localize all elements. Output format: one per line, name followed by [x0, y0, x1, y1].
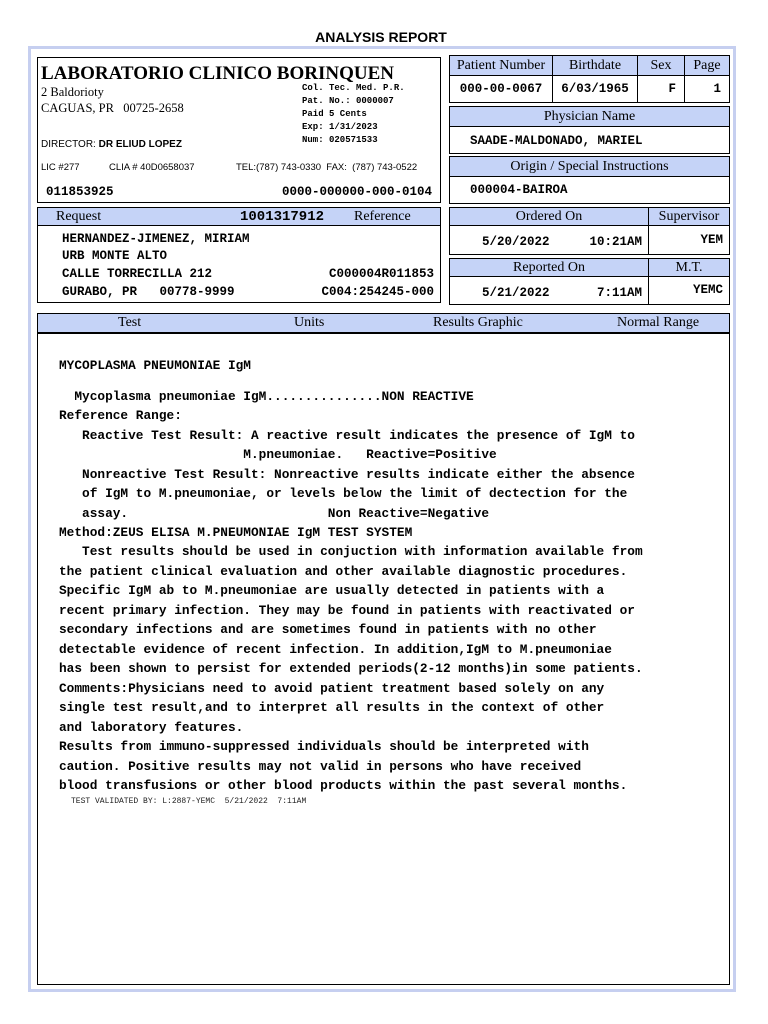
- physician-header: Physician Name: [450, 107, 729, 127]
- result-line: single test result,and to interpret all results in the context of other: [59, 700, 605, 715]
- header-patient-number: Patient Number: [450, 56, 553, 75]
- column-units: Units: [294, 315, 325, 330]
- reported-header: Reported On: [450, 259, 649, 276]
- pat-no: Pat. No.: 0000007: [302, 96, 394, 106]
- reported-time: 7:11AM: [596, 286, 642, 300]
- header-birthdate: Birthdate: [553, 56, 638, 75]
- ordered-value-row: [450, 226, 729, 254]
- reported-date: 5/21/2022: [482, 286, 550, 300]
- patient-sex: F: [638, 76, 685, 102]
- result-line: Comments:Physicians need to avoid patient treatment based solely on any: [59, 681, 605, 696]
- result-line: blood transfusions or other blood products within the past several months.: [59, 778, 628, 793]
- results-column-header: [37, 313, 730, 333]
- request-box: [37, 207, 441, 303]
- lab-address-1: 2 Baldorioty: [41, 85, 104, 99]
- exp: Exp: 1/31/2023: [302, 122, 378, 132]
- ordered-header-row: [450, 208, 729, 226]
- result-line: detectable evidence of recent infection. In addition,IgM to M.pneumoniae: [59, 642, 612, 657]
- request-addr-3: GURABO, PR 00778-9999: [62, 285, 235, 299]
- result-line: of IgM to M.pneumoniae, or levels below the limit of dectection for the: [59, 486, 628, 501]
- request-number: 1001317912: [240, 209, 325, 225]
- lab-name: LABORATORIO CLINICO BORINQUEN: [41, 63, 394, 84]
- column-results-graphic: Results Graphic: [433, 315, 523, 330]
- header-sex: Sex: [638, 56, 685, 75]
- col-tec: Col. Tec. Med. P.R.: [302, 83, 405, 93]
- ordered-cell: [450, 226, 649, 254]
- reported-value-row: [450, 277, 729, 304]
- test-validated: TEST VALIDATED BY: L:2887-YEMC 5/21/2022 7:11AM: [71, 797, 307, 806]
- reported-header-row: [450, 259, 729, 277]
- request-addr-1: URB MONTE ALTO: [62, 249, 168, 263]
- ordered-time: 10:21AM: [589, 235, 642, 249]
- report-title: ANALYSIS REPORT: [315, 29, 447, 45]
- result-line: and laboratory features.: [59, 720, 244, 735]
- director-label: DIRECTOR:: [41, 139, 99, 150]
- result-line: Mycoplasma pneumoniae IgM...............NON REACTIVE: [59, 389, 474, 404]
- paid: Paid 5 Cents: [302, 109, 367, 119]
- result-line: Results from immuno-suppressed individuals should be interpreted with: [59, 739, 589, 754]
- supervisor-value: YEM: [700, 233, 723, 247]
- mt-header: M.T.: [675, 260, 703, 275]
- result-line: M.pneumoniae. Reactive=Positive: [59, 447, 497, 462]
- result-line: recent primary infection. They may be found in patients with reactivated or: [59, 603, 635, 618]
- origin-box: [449, 156, 730, 204]
- patient-header-row: [450, 56, 729, 76]
- result-line: the patient clinical evaluation and other available diagnostic procedures.: [59, 564, 628, 579]
- result-line: Nonreactive Test Result: Nonreactive results indicate either the absence: [59, 467, 635, 482]
- column-test: Test: [118, 315, 142, 330]
- reported-box: [449, 258, 730, 305]
- patient-birthdate: 6/03/1965: [553, 76, 638, 102]
- lab-info-box: [37, 57, 441, 203]
- physician-box: [449, 106, 730, 154]
- reference-1: C000004R011853: [328, 267, 434, 281]
- director: [41, 139, 182, 150]
- account-right: 0000-000000-000-0104: [281, 185, 432, 199]
- account-left: 011853925: [46, 185, 114, 199]
- lab-address-2: CAGUAS, PR 00725-2658: [41, 101, 184, 115]
- ordered-box: [449, 207, 730, 255]
- result-line: Reactive Test Result: A reactive result indicates the presence of IgM to: [59, 428, 635, 443]
- request-patient-name: HERNANDEZ-JIMENEZ, MIRIAM: [62, 232, 250, 246]
- reference-2: C004:254245-000: [321, 285, 434, 299]
- request-label: Request: [56, 209, 102, 224]
- clia-number: CLIA # 40D0658037: [109, 162, 195, 173]
- result-line: Specific IgM ab to M.pneumoniae are usually detected in patients with a: [59, 583, 605, 598]
- result-line: Method:ZEUS ELISA M.PNEUMONIAE IgM TEST SYSTEM: [59, 525, 413, 540]
- result-line: assay. Non Reactive=Negative: [59, 506, 490, 521]
- ordered-header: Ordered On: [450, 208, 649, 225]
- column-normal-range: Normal Range: [617, 315, 700, 330]
- origin-header: Origin / Special Instructions: [450, 157, 729, 177]
- director-name: DR ELIUD LOPEZ: [98, 139, 182, 150]
- result-line: has been shown to persist for extended periods(2-12 months)in some patients.: [59, 661, 643, 676]
- lic-number: LIC #277: [41, 162, 80, 173]
- request-header: [38, 208, 440, 226]
- result-line: Test results should be used in conjuction with information available from: [59, 544, 643, 559]
- license-block: [302, 82, 405, 147]
- result-line: caution. Positive results may not valid in persons who have received: [59, 759, 582, 774]
- origin-value: 000004-BAIROA: [470, 183, 568, 197]
- supervisor-header: Supervisor: [658, 209, 720, 224]
- reference-label: Reference: [354, 209, 411, 224]
- results-body: [37, 333, 730, 985]
- request-addr-2: CALLE TORRECILLA 212: [62, 267, 213, 281]
- patient-page: 1: [713, 82, 721, 96]
- result-line: secondary infections and are sometimes found in patients with no other: [59, 622, 597, 637]
- reported-cell: [450, 277, 649, 304]
- patient-value-row: [450, 76, 729, 102]
- result-line: Reference Range:: [59, 408, 182, 423]
- patient-box: [449, 55, 730, 103]
- ordered-date: 5/20/2022: [482, 235, 550, 249]
- num: Num: 020571533: [302, 135, 378, 145]
- mt-value: YEMC: [692, 283, 723, 297]
- tel-fax: TEL:(787) 743-0330 FAX: (787) 743-0522: [236, 162, 418, 173]
- physician-name: SAADE-MALDONADO, MARIEL: [470, 134, 643, 148]
- patient-number: 000-00-0067: [450, 76, 553, 102]
- header-page: Page: [693, 58, 721, 73]
- result-line: MYCOPLASMA PNEUMONIAE IgM: [59, 358, 251, 373]
